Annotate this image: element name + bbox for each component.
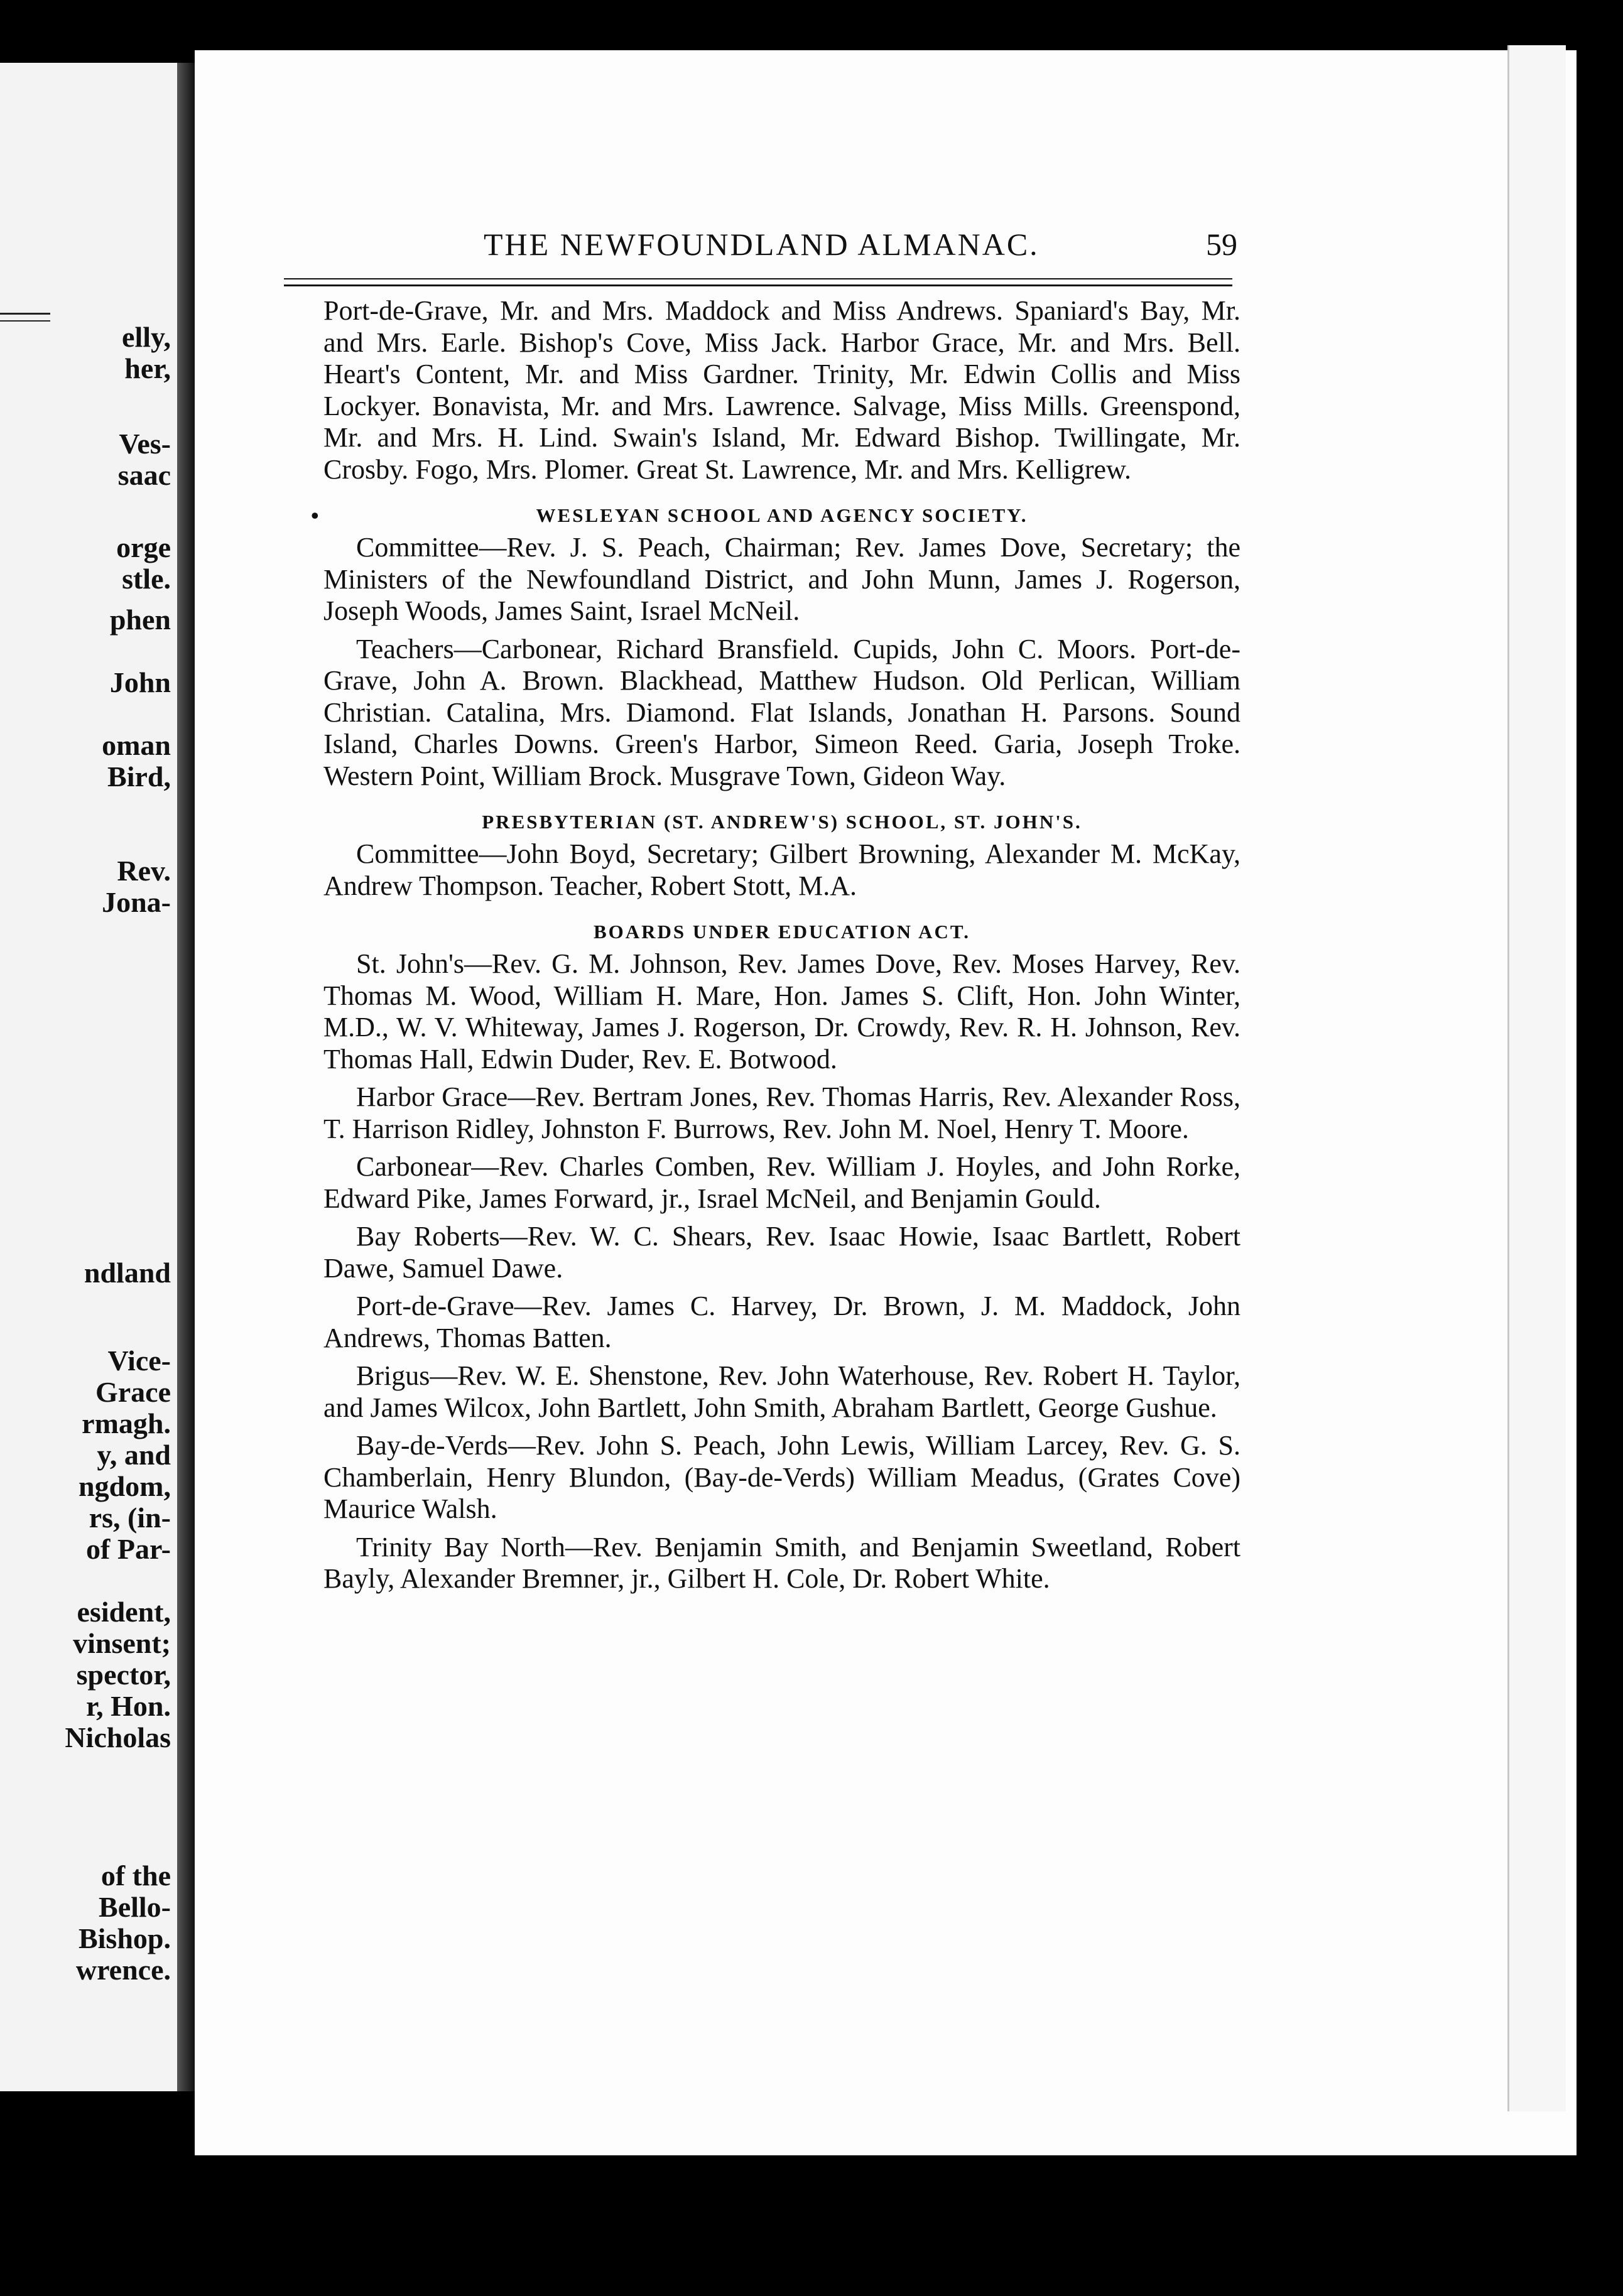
- section-heading-presbyterian: PRESBYTERIAN (ST. ANDREW'S) SCHOOL, ST. JOHN'S.: [482, 811, 1082, 833]
- facing-page-fragment: Rev.: [117, 855, 171, 887]
- facing-page-fragment: rs, (in-: [89, 1502, 171, 1534]
- facing-page-fragment: Bishop.: [78, 1922, 171, 1954]
- section-heading-wesleyan: [311, 499, 1240, 532]
- section-presbyterian: [323, 838, 1240, 902]
- paragraph: Port-de-Grave—Rev. James C. Harvey, Dr. Brown, J. M. Maddock, John Andrews, Thomas Batten.: [323, 1291, 1240, 1353]
- facing-page-fragment: y, and: [97, 1439, 171, 1471]
- facing-page-fragment: Bird,: [107, 761, 171, 793]
- facing-page: [0, 63, 177, 2091]
- facing-page-fragment: Vice-: [107, 1345, 171, 1377]
- running-head-title: THE NEWFOUNDLAND ALMANAC.: [484, 227, 1039, 262]
- bullet-mark: •: [311, 503, 321, 528]
- facing-page-fragment: of the: [100, 1860, 171, 1892]
- facing-page-fragment: spector,: [76, 1659, 171, 1691]
- facing-page-fragment: ndland: [84, 1257, 171, 1289]
- page-body: [311, 295, 1240, 1595]
- paragraph: Committee—John Boyd, Secretary; Gilbert Browning, Alexander M. McKay, Andrew Thompson. Teacher, Robert Stott, M.A.: [323, 838, 1240, 901]
- facing-page-fragment: Bello-: [99, 1891, 171, 1923]
- paragraph: Carbonear—Rev. Charles Comben, Rev. William J. Hoyles, and John Rorke, Edward Pike, James Forward, jr., Israel McNeil, and Benjamin Gould.: [323, 1151, 1240, 1214]
- facing-page-fragment: orge: [116, 531, 171, 563]
- facing-page-fragment: John: [109, 666, 171, 698]
- paragraph: Harbor Grace—Rev. Bertram Jones, Rev. Thomas Harris, Rev. Alexander Ross, T. Harrison Ridley, Johnston F. Burrows, Rev. John M. Noel, Henry T. Moore.: [323, 1081, 1240, 1144]
- paragraph: Trinity Bay North—Rev. Benjamin Smith, and Benjamin Sweetland, Robert Bayly, Alexander Bremner, jr., Gilbert H. Cole, Dr. Robert White.: [323, 1531, 1240, 1594]
- facing-page-fragment: Nicholas: [65, 1721, 171, 1753]
- page-edge: [1507, 45, 1566, 2111]
- facing-page-fragment: esident,: [77, 1596, 171, 1628]
- running-head: [484, 226, 1237, 263]
- facing-page-fragment: Ves-: [119, 428, 171, 460]
- paragraph: St. John's—Rev. G. M. Johnson, Rev. James Dove, Rev. Moses Harvey, Rev. Thomas M. Wood, William H. Mare, Hon. James S. Clift, Hon. John Winter, M.D., W. V. Whiteway, James J. Rogerson, Dr. Crowdy, Rev. R. H. Johnson, Rev. Thomas Hall, Edwin Duder, Rev. E. Botwood.: [323, 948, 1240, 1075]
- facing-page-fragment: ngdom,: [79, 1470, 171, 1502]
- section-boards: [323, 948, 1240, 1595]
- paragraph: Brigus—Rev. W. E. Shenstone, Rev. John Waterhouse, Rev. Robert H. Taylor, and James Wilcox, John Bartlett, John Smith, Abraham Bartlett, George Gushue.: [323, 1360, 1240, 1423]
- paragraph: Teachers—Carbonear, Richard Bransfield. Cupids, John C. Moors. Port-de-Grave, John A. Brown. Blackhead, Matthew Hudson. Old Perlican, William Christian. Catalina, Mrs. Diamond. Flat Islands, Jonathan H. Parsons. Sound Island, Charles Downs. Green's Harbor, Simeon Reed. Garia, Joseph Troke. Western Point, William Brock. Musgrave Town, Gideon Way.: [323, 633, 1240, 791]
- facing-page-fragment: her,: [124, 352, 171, 384]
- facing-page-fragment: of Par-: [86, 1533, 171, 1565]
- intro-paragraph: Port-de-Grave, Mr. and Mrs. Maddock and Miss Andrews. Spaniard's Bay, Mr. and Mrs. Earle. Bishop's Cove, Miss Jack. Harbor Grace, Mr. and Mrs. Bell. Heart's Content, Mr. and Miss Gardner. Trinity, Mr. Edwin Collis and Miss Lockyer. Bonavista, Mr. and Mrs. Lawrence. Salvage, Miss Mills. Greenspond, Mr. and Mrs. H. Lind. Swain's Island, Mr. Edward Bishop. Twillingate, Mr. Crosby. Fogo, Mrs. Plomer. Great St. Lawrence, Mr. and Mrs. Kelligrew.: [323, 295, 1240, 485]
- facing-page-fragment: Grace: [95, 1376, 171, 1408]
- page-number: 59: [1206, 227, 1237, 262]
- facing-page-fragment: wrence.: [75, 1954, 171, 1986]
- section-heading-text: WESLEYAN SCHOOL AND AGENCY SOCIETY.: [536, 504, 1028, 526]
- facing-page-fragment: stle.: [122, 563, 171, 595]
- paragraph: Committee—Rev. J. S. Peach, Chairman; Rev. James Dove, Secretary; the Ministers of the Newfoundland District, and John Munn, James J. Rogerson, Joseph Woods, James Saint, Israel McNeil.: [323, 532, 1240, 626]
- paragraph: Bay Roberts—Rev. W. C. Shears, Rev. Isaac Howie, Isaac Bartlett, Robert Dawe, Samuel Dawe.: [323, 1221, 1240, 1284]
- facing-page-fragment: r, Hon.: [85, 1690, 171, 1722]
- facing-page-fragment: saac: [117, 459, 171, 491]
- facing-page-fragment: vinsent;: [73, 1627, 171, 1659]
- paragraph: Bay-de-Verds—Rev. John S. Peach, John Lewis, William Larcey, Rev. G. S. Chamberlain, Henry Blundon, (Bay-de-Verds) William Meadus, (Grates Cove) Maurice Walsh.: [323, 1430, 1240, 1524]
- facing-page-fragment: phen: [109, 604, 171, 636]
- gutter: [177, 63, 195, 2091]
- facing-page-fragment: Jona-: [102, 886, 171, 918]
- header-rule: [284, 278, 1232, 286]
- facing-page-fragment: rmagh.: [82, 1407, 171, 1439]
- section-heading-boards: BOARDS UNDER EDUCATION ACT.: [593, 921, 971, 943]
- facing-page-fragment: elly,: [122, 321, 171, 353]
- section-wesleyan: [323, 532, 1240, 792]
- facing-page-rule: [0, 313, 50, 322]
- facing-page-fragment: oman: [102, 729, 171, 761]
